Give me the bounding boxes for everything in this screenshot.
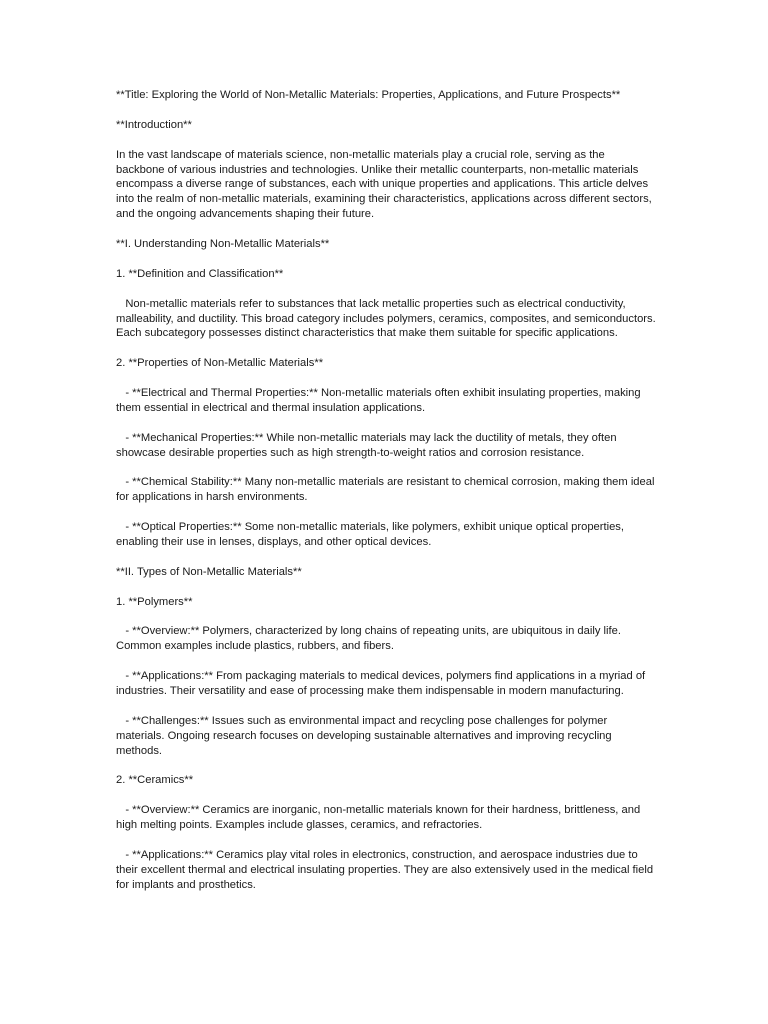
bullet-ceramics-applications: - **Applications:** Ceramics play vital roles in electronics, construction, and aerospace industries due to their excellent thermal and electrical insulating properties. They are also extensively used in the medical field for implants and prosthetics. [116,848,657,891]
subheading-polymers: 1. **Polymers** [116,595,193,608]
subheading-properties: 2. **Properties of Non-Metallic Materials** [116,357,324,370]
subheading-ceramics: 2. **Ceramics** [116,774,194,787]
introduction-paragraph: In the vast landscape of materials science, non-metallic materials play a crucial role, serving as the backbone of various industries and technologies. Unlike their metallic counterparts, non-metallic materials encompass a diverse range of substances, each with unique properties and applications. This article delves into the realm of non-metallic materials, examining their characteristics, applications across different sectors, and the ongoing advancements shaping their future. [116,148,655,221]
title-paragraph: **Title: Exploring the World of Non-Metallic Materials: Properties, Applications, and Future Prospects** [116,89,621,101]
bullet-polymers-applications: - **Applications:** From packaging materials to medical devices, polymers find applications in a myriad of industries. Their versatility and ease of processing make them indispensable in modern manufacturing. [116,670,649,698]
section-heading-types: **II. Types of Non-Metallic Materials** [116,565,302,578]
document-body [116,88,659,908]
bullet-electrical-thermal: - **Electrical and Thermal Properties:** Non-metallic materials often exhibit insulating properties, making them essential in electrical and thermal insulation applications. [116,387,644,414]
section-heading-understanding: **I. Understanding Non-Metallic Materials** [116,238,330,251]
subheading-definition: 1. **Definition and Classification** [116,267,284,280]
bullet-polymers-overview: - **Overview:** Polymers, characterized by long chains of repeating units, are ubiquitous in daily life. Common examples include plastics, rubbers, and fibers. [116,625,625,653]
introduction-heading: **Introduction** [116,118,192,131]
definition-paragraph: Non-metallic materials refer to substances that lack metallic properties such as electrical conductivity, malleability, and ductility. This broad category includes polymers, ceramics, composites, and semiconductors. Each subcategory possesses distinct characteristics that make them suitable for specific applications. [116,297,659,340]
bullet-ceramics-overview: - **Overview:** Ceramics are inorganic, non-metallic materials known for their hardness, brittleness, and high melting points. Examples include glasses, ceramics, and refractories. [116,804,644,832]
bullet-mechanical: - **Mechanical Properties:** While non-metallic materials may lack the ductility of metals, they often showcase desirable properties such as high strength-to-weight ratios and corrosion resistance. [116,431,620,459]
bullet-polymers-challenges: - **Challenges:** Issues such as environmental impact and recycling pose challenges for polymer materials. Ongoing research focuses on developing sustainable alternatives and improving recycling methods. [116,714,615,757]
bullet-chemical-stability: - **Chemical Stability:** Many non-metallic materials are resistant to chemical corrosion, making them ideal for applications in harsh environments. [116,476,658,504]
bullet-optical: - **Optical Properties:** Some non-metallic materials, like polymers, exhibit unique optical properties, enabling their use in lenses, displays, and other optical devices. [116,521,628,549]
